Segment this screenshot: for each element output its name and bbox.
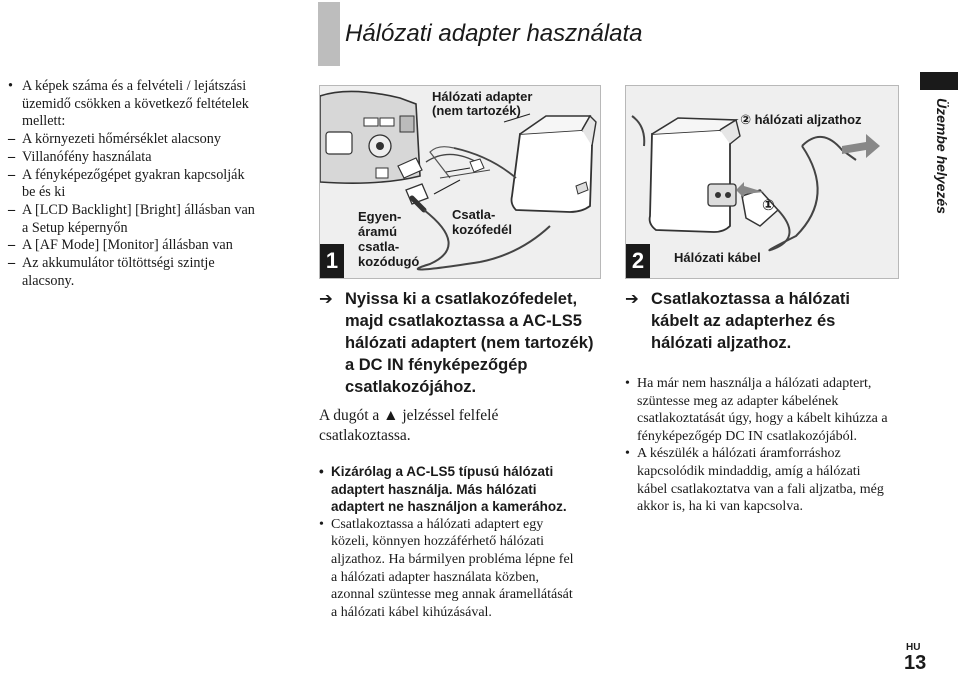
note-line: csatlakoztatását úgy, hogy a kábelt kihúzza a [637, 411, 888, 427]
arrow-right-icon: ➔ [319, 290, 333, 308]
note-line: • Csatlakoztassa a hálózati adaptert egy [331, 516, 544, 532]
list-item: – Villanófény használata [8, 149, 288, 167]
arrow-right-icon: ➔ [625, 290, 639, 308]
section-side-label-text: Üzembe helyezés [934, 98, 950, 214]
step1-notes [319, 463, 591, 621]
figure-adapter-cable [625, 85, 899, 279]
list-item: – A környezeti hőmérséklet alacsony [8, 131, 288, 149]
note-line: a hálózati adapter használata közben, [331, 569, 539, 585]
note-line: közeli, könnyen hozzáférhető hálózati [331, 534, 545, 550]
note-line: adaptert ne használjon a kamerához. [331, 499, 567, 515]
note-line: aljzathoz. Ha bármilyen probléma lépne fel [331, 551, 574, 567]
marker-one: ① [762, 197, 775, 214]
list-item-continuation: üzemidő csökken a következő feltételek [22, 95, 249, 112]
step2-notes [625, 375, 897, 516]
step2-line: Csatlakoztassa a hálózati [651, 290, 850, 308]
note-line: azonnal szüntesse meg annak áramellátását [331, 587, 573, 603]
note-line: kábel csatlakoztatva van a fali aljzatba, még [637, 481, 884, 497]
step1-instruction [319, 288, 609, 398]
page-number: 13 [904, 652, 927, 674]
step2-instruction [625, 288, 897, 354]
label-adapter-line1: Hálózati adapter [432, 89, 533, 104]
note-line: fényképezőgép DC IN csatlakozójából. [637, 428, 858, 444]
list-item: – Az akkumulátor töltöttségi szintje [8, 255, 288, 273]
label-dc-plug-line2: áramú [358, 224, 398, 239]
label-outlet: ② hálózati aljzathoz [740, 112, 862, 127]
list-item: – A [AF Mode] [Monitor] állásban van [8, 237, 288, 255]
label-cable: Hálózati kábel [674, 250, 761, 265]
label-dc-plug-line1: Egyen- [358, 209, 402, 224]
section-side-label [910, 88, 950, 218]
triangle-up-icon: ▲ [383, 407, 399, 424]
list-item-continuation: be és ki [22, 184, 66, 201]
step-number-badge: 2 [626, 244, 650, 278]
list-item-continuation: mellett: [22, 113, 66, 130]
note-line: akkor is, ha ki van kapcsolva. [637, 499, 804, 515]
left-note-list [8, 78, 288, 290]
label-cover-line2: kozófedél [452, 222, 512, 237]
label-adapter-line2: (nem tartozék) [432, 103, 521, 118]
list-item: – A fényképezőgépet gyakran kapcsolják [8, 167, 288, 185]
step1-line: majd csatlakoztassa a AC-LS5 [345, 312, 582, 330]
note-line: a hálózati kábel kihúzásával. [331, 604, 492, 620]
list-item: – A [LCD Backlight] [Bright] állásban van [8, 202, 288, 220]
step1-text-part: A dugót a [319, 407, 384, 424]
step1-body-text [319, 406, 599, 446]
note-item [625, 375, 897, 445]
step1-line: hálózati adaptert (nem tartozék) [345, 334, 594, 352]
step2-line: kábelt az adapterhez és [651, 312, 836, 330]
step1-line: a DC IN fényképezőgép [345, 356, 528, 374]
list-item-continuation: alacsony. [22, 272, 75, 289]
step1-line: csatlakozójához. [345, 378, 477, 396]
step1-line: Nyissa ki a csatlakozófedelet, [345, 290, 578, 308]
step-number-badge: 1 [320, 244, 344, 278]
note-line: adaptert használja. Más hálózati [331, 481, 537, 497]
list-item-continuation: a Setup képernyőn [22, 219, 128, 236]
figure-camera-adapter [319, 85, 601, 279]
note-line: • Kizárólag a AC-LS5 típusú hálózati [331, 464, 554, 479]
note-item [625, 445, 897, 515]
step1-text-part: csatlakoztassa. [319, 427, 411, 444]
note-line: • A készülék a hálózati áramforráshoz [637, 446, 841, 462]
label-cover-line1: Csatla- [452, 207, 496, 222]
note-item [319, 516, 591, 622]
page-title: Hálózati adapter használata [345, 20, 643, 47]
note-item [319, 463, 591, 516]
label-dc-plug-line3: csatla- [358, 239, 400, 254]
label-dc-plug-line4: kozódugó [358, 254, 420, 269]
list-item: • A képek száma és a felvételi / lejátszási [8, 78, 288, 96]
title-decoration-block [318, 2, 340, 66]
language-code: HU [906, 642, 921, 653]
note-line: kapcsolódik mindaddig, amíg a hálózati [637, 463, 861, 479]
note-line: • Ha már nem használja a hálózati adaptert, [637, 376, 872, 391]
step1-text-part: jelzéssel felfelé [398, 407, 499, 424]
note-line: szüntesse meg az adapter kábelének [637, 393, 839, 409]
step2-line: hálózati aljzathoz. [651, 334, 792, 352]
